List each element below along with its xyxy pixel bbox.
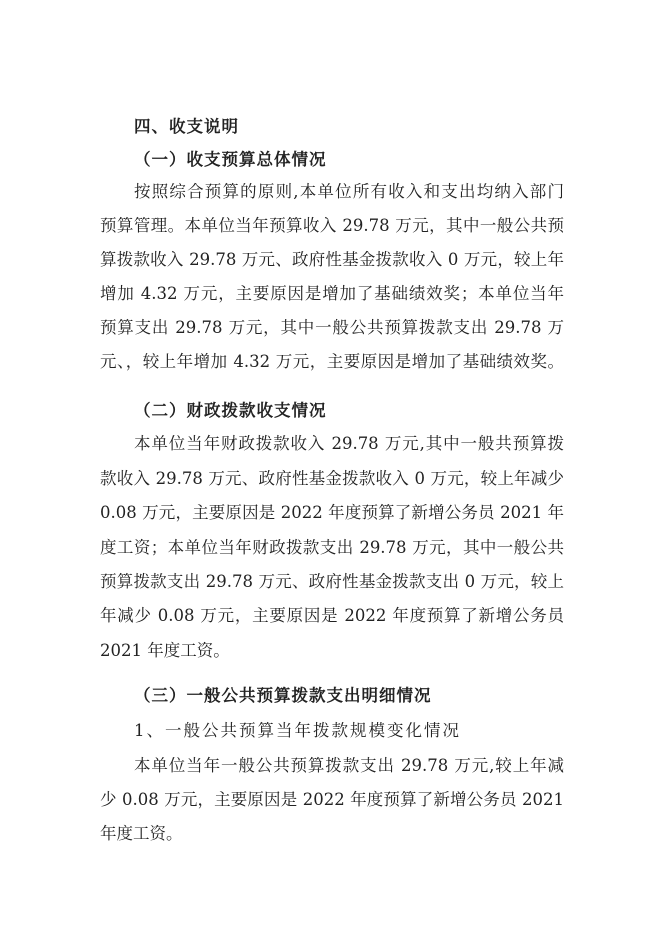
paragraph-line: 2021 年度工资。 [100,641,230,660]
subsection-3-title: （三）一般公共预算拨款支出明细情况 [134,686,432,705]
subsection-2-title: （二）财政拨款收支情况 [134,401,327,420]
section-title: 四、收支说明 [134,117,239,136]
paragraph-line: 度工资；本单位当年财政拨款支出 29.78 万元，其中一般公共 [100,538,564,557]
paragraph-line: 算拨款收入 29.78 万元、政府性基金拨款收入 0 万元，较上年 [100,250,564,269]
paragraph-line: 年度工资。 [100,824,183,843]
paragraph-line: 预算拨款支出 29.78 万元、政府性基金拨款支出 0 万元，较上 [100,572,564,591]
paragraph-line: 年减少 0.08 万元，主要原因是 2022 年度预算了新增公务员 [100,606,564,625]
paragraph-line: 款收入 29.78 万元、政府性基金拨款收入 0 万元，较上年减少 [100,469,564,488]
subsection-1-title: （一）收支预算总体情况 [134,150,327,169]
paragraph-line: 预算支出 29.78 万元，其中一般公共预算拨款支出 29.78 万 [100,318,564,337]
paragraph-line: 元、，较上年增加 4.32 万元，主要原因是增加了基础绩效奖。 [100,352,564,371]
paragraph-line: 增加 4.32 万元，主要原因是增加了基础绩效奖；本单位当年 [100,284,564,303]
paragraph-line: 预算管理。本单位当年预算收入 29.78 万元，其中一般公共预 [100,216,564,235]
item-1-title: 1、一般公共预算当年拨款规模变化情况 [134,721,461,740]
paragraph-line: 本单位当年财政拨款收入 29.78 万元,其中一般共预算拨 [134,434,564,453]
paragraph-line: 本单位当年一般公共预算拨款支出 29.78 万元,较上年减 [134,756,564,775]
paragraph-line: 少 0.08 万元，主要原因是 2022 年度预算了新增公务员 2021 [100,790,564,809]
paragraph-line: 按照综合预算的原则,本单位所有收入和支出均纳入部门 [134,182,564,201]
paragraph-line: 0.08 万元，主要原因是 2022 年度预算了新增公务员 2021 年 [100,503,564,522]
